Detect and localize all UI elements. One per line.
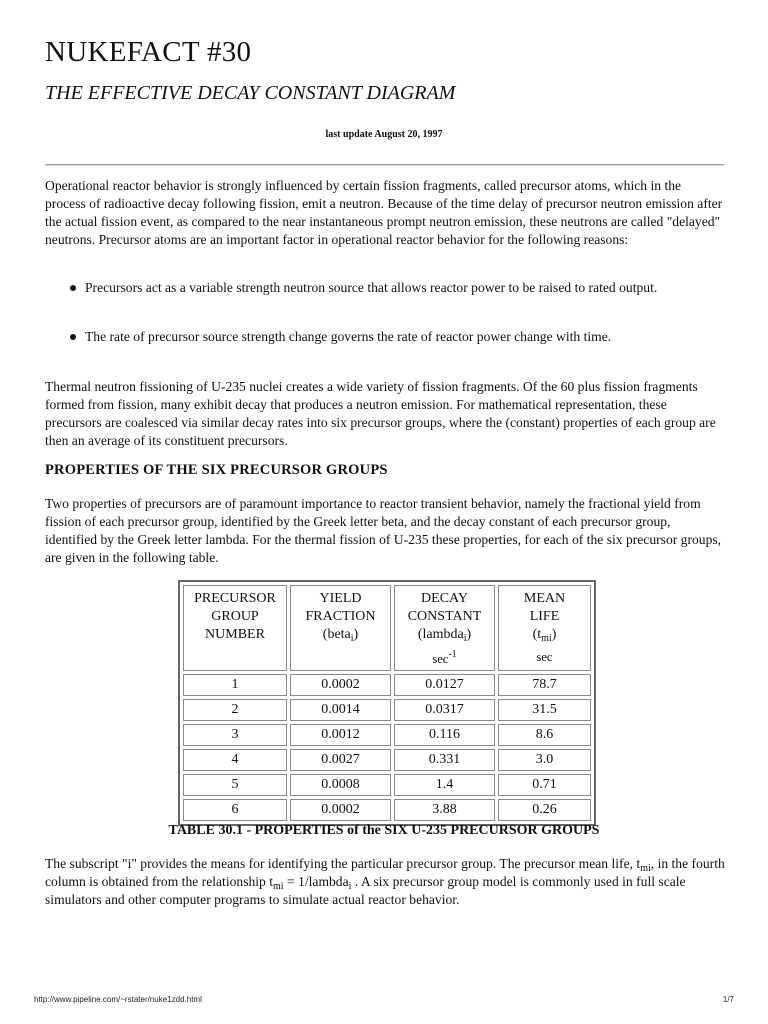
cell-yield: 0.0002 <box>290 674 391 696</box>
cell-group: 5 <box>183 774 287 796</box>
cell-decay: 1.4 <box>394 774 495 796</box>
reason-list <box>45 279 725 297</box>
properties-paragraph: Two properties of precursors are of paramount importance to reactor transient behavior, namely the fractional yield from fission of each precursor group, identified by the Greek letter beta, and the decay constant of each precursor group, identified by the Greek letter lambda. For the thermal fission of U-235 these properties, for each of the six precursor groups, are given in the following table. <box>45 496 722 565</box>
cell-life: 3.0 <box>498 749 591 771</box>
list-item: The rate of precursor source strength change governs the rate of reactor power change with time. <box>45 328 725 346</box>
header-decay-constant: DECAY CONSTANT (lambda$_i$) $\sec^{-1}$ <box>394 585 495 671</box>
cell-group: 6 <box>183 799 287 821</box>
cell-group: 1 <box>183 674 287 696</box>
page-number: 1/7 <box>722 995 734 1004</box>
table-row <box>183 674 591 696</box>
list-item: Precursors act as a variable strength neutron source that allows reactor power to be raised to rated output. <box>45 279 725 297</box>
cell-decay: 0.0127 <box>394 674 495 696</box>
cell-decay: 0.0317 <box>394 699 495 721</box>
table-header-row <box>183 585 591 671</box>
cell-group: 4 <box>183 749 287 771</box>
horizontal-rule <box>45 164 724 166</box>
table-row <box>183 799 591 821</box>
section-heading: PROPERTIES OF THE SIX PRECURSOR GROUPS <box>45 462 388 478</box>
cell-life: 78.7 <box>498 674 591 696</box>
cell-life: 0.26 <box>498 799 591 821</box>
page-title: NUKEFACT #30 <box>45 36 252 68</box>
header-yield-fraction: YIELD FRACTION (beta$_i$) <box>290 585 391 671</box>
page-subtitle: THE EFFECTIVE DECAY CONSTANT DIAGRAM <box>45 82 456 104</box>
table-row <box>183 699 591 721</box>
table-caption: TABLE 30.1 - PROPERTIES of the SIX U-235 PRECURSOR GROUPS <box>168 823 600 838</box>
cell-yield: 0.0002 <box>290 799 391 821</box>
cell-decay: 0.116 <box>394 724 495 746</box>
table-row <box>183 749 591 771</box>
fission-paragraph: Thermal neutron fissioning of U-235 nuclei creates a wide variety of fission fragments. Of the 60 plus fission fragments formed from fission, many exhibit decay that produces a neutron emission. For mathematical representation, these precursors are coalesced via similar decay rates into six precursor groups, where the (constant) properties of each group are then an average of its constituent precursors. <box>45 379 716 448</box>
table-row <box>183 724 591 746</box>
cell-life: 0.71 <box>498 774 591 796</box>
cell-yield: 0.0014 <box>290 699 391 721</box>
cell-decay: 0.331 <box>394 749 495 771</box>
cell-life: 31.5 <box>498 699 591 721</box>
last-update: last update August 20, 1997 <box>325 129 443 140</box>
cell-group: 2 <box>183 699 287 721</box>
cell-life: 8.6 <box>498 724 591 746</box>
cell-yield: 0.0008 <box>290 774 391 796</box>
reason-list-2 <box>45 328 725 346</box>
header-group-number: PRECURSOR GROUP NUMBER <box>183 585 287 671</box>
cell-yield: 0.0027 <box>290 749 391 771</box>
closing-paragraph: The subscript "i" provides the means for identifying the particular precursor group. The precursor mean life, $t_{mi}$, in the fourth column is obtained from the relationship $t_{mi}$ = 1/lambda$_i$ . A six precursor group model is commonly used in full scale simulators and other computer programs to simulate actual reactor behavior. <box>45 856 725 907</box>
cell-decay: 3.88 <box>394 799 495 821</box>
table-row <box>183 774 591 796</box>
header-mean-life: MEAN LIFE $(t_{mi})$ sec <box>498 585 591 671</box>
cell-yield: 0.0012 <box>290 724 391 746</box>
precursor-table <box>178 580 596 826</box>
footer-url[interactable]: http://www.pipeline.com/~rstater/nuke1zdd.html <box>34 995 202 1004</box>
intro-paragraph: Operational reactor behavior is strongly influenced by certain fission fragments, called precursor atoms, which in the process of radioactive decay following fission, emit a neutron. Because of the time delay of precursor neutron emission after the actual fission event, as compared to the near instantaneous prompt neutron emission, these neutrons are called "delayed" neutrons. Precursor atoms are an important factor in operational reactor behavior for the following reasons: <box>45 178 723 247</box>
cell-group: 3 <box>183 724 287 746</box>
